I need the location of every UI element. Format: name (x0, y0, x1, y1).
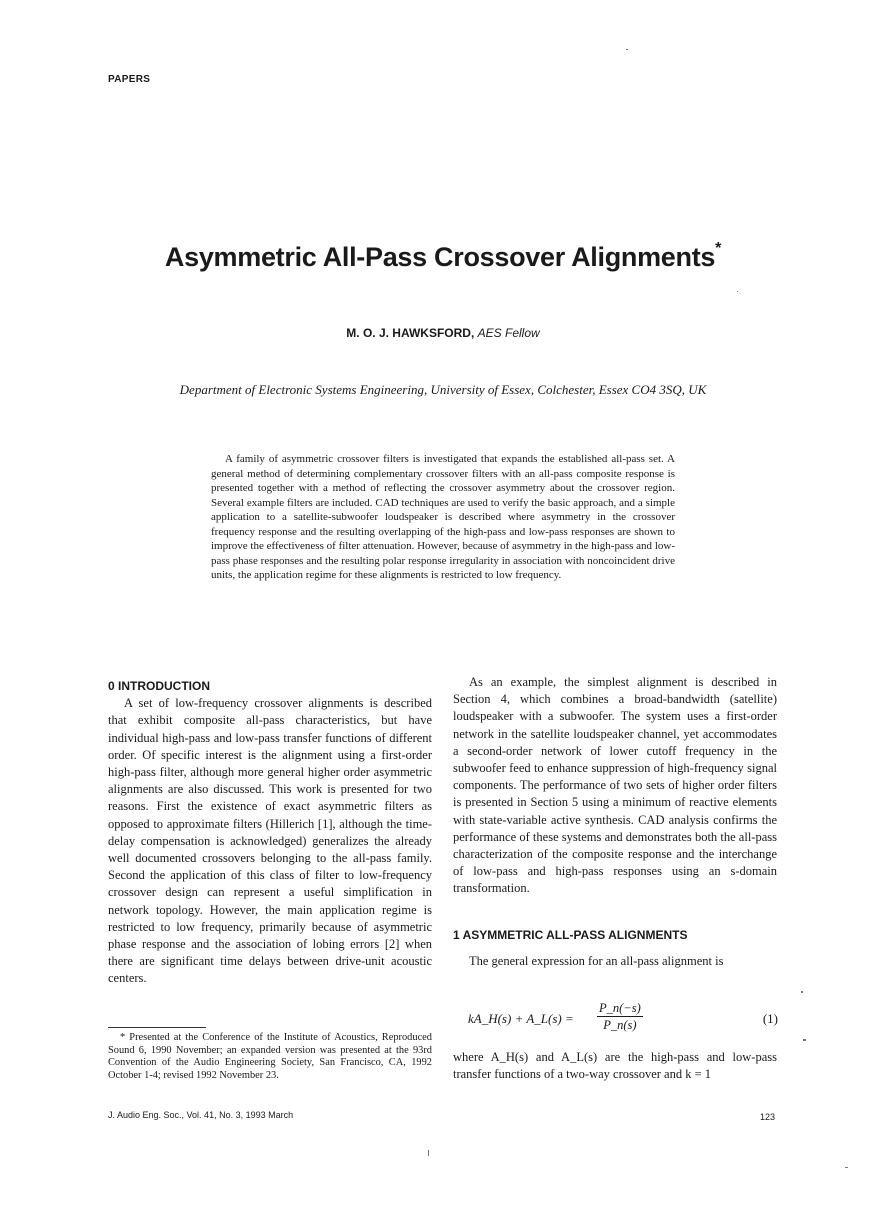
section-1-intro: The general expression for an all-pass alignment is (469, 954, 724, 968)
section-1-after-equation: where A_H(s) and A_L(s) are the high-pass and low-pass transfer functions of a two-way crossover and k = 1 (453, 1050, 777, 1082)
abstract: A family of asymmetric crossover filters is investigated that expands the established all-pass set. A general method of determining complementary crossover filters with an all-pass composite response is presented together with a method of reflecting the crossover asymmetry about the crossover region. Several example filters are included. CAD techniques are used to verify the basic approach, and a simple application to a satellite-subwoofer loudspeaker is described where asymmetry in the crossover frequency response and the resulting overlapping of the high-pass and low-pass responses are shown to improve the effectiveness of filter attenuation. However, because of asymmetry in the high-pass and low-pass phase responses and the resulting polar response irregularity in association with noncoincident drive units, the application regime for these alignments is restricted to low frequency. (211, 453, 675, 581)
scan-speck (737, 291, 738, 292)
footnote: * Presented at the Conference of the Institute of Acoustics, Reproduced Sound 6, 1990 November; an expanded version was presented at the 93rd Convention of the Audio Engineering Society, San Francisco, CA, 1992 October 1-4; revised 1992 November 23. (108, 1032, 432, 1081)
equation-lhs: kA_H(s) + A_L(s) = (468, 1011, 574, 1026)
scan-speck (845, 1167, 848, 1168)
equation-denominator: P_n(s) (603, 1018, 637, 1032)
equation-number: (1) (762, 1011, 778, 1026)
equation-1 (468, 1000, 778, 1038)
intro-heading: 0 INTRODUCTION (108, 679, 210, 693)
intro-paragraph-2: As an example, the simplest alignment is described in Section 4, which combines a broad-bandwidth (satellite) loudspeaker with a subwoofer. The system uses a first-order network in the satellite loudspeaker channel, yet accommodates a second-order network of lower cutoff frequency in the subwoofer feed to enhance suppression of high-frequency signal components. The performance of two sets of higher order filters is presented in Section 5 using a minimum of reactive elements with state-variable active synthesis. CAD analysis confirms the performance of these systems and demonstrates both the all-pass characterization of the composite response and the interchange of low-pass and high-pass responses using an s-domain transformation. (453, 675, 777, 896)
scan-speck (428, 1150, 429, 1156)
equation-numerator: P_n(−s) (599, 1001, 641, 1015)
scan-speck (803, 1039, 806, 1041)
intro-paragraph-1: A set of low-frequency crossover alignments is described that exhibit composite all-pass characteristics, but have individual high-pass and low-pass transfer functions of different order. Of specific interest is the alignment using a first-order high-pass filter, although more general higher order asymmetric alignments are also discussed. This work is presented for two reasons. First the existence of exact asymmetric filters as opposed to approximate filters (Hillerich [1], although the time-delay compensation is acknowledged) generalizes the already well documented crossovers belonging to the all-pass family. Second the application of this class of filter to low-frequency crossover design can represent a useful simplification in network topology. However, the main application regime is restricted to low frequency, primarily because of asymmetric phase response and the association of lobing errors [2] when there are significant time delays between drive-unit acoustic centers. (108, 696, 432, 986)
equation-fraction (597, 1000, 643, 1033)
section-1-heading: 1 ASYMMETRIC ALL-PASS ALIGNMENTS (453, 928, 688, 942)
author-line (0, 326, 886, 340)
left-column (108, 678, 432, 988)
affiliation: Department of Electronic Systems Engineering, University of Essex, Colchester, Essex CO4 3SQ, UK (179, 382, 707, 397)
footnote-rule (108, 1027, 206, 1028)
scan-speck (801, 991, 803, 993)
section-tag: PAPERS (108, 74, 151, 85)
right-column (453, 674, 777, 898)
article-title (0, 242, 886, 273)
page-number: 123 (760, 1112, 776, 1122)
title-footnote-mark: * (715, 240, 722, 257)
author-name: M. O. J. HAWKSFORD, (346, 326, 475, 340)
scan-speck (626, 49, 628, 50)
journal-citation: J. Audio Eng. Soc., Vol. 41, No. 3, 1993 March (108, 1110, 294, 1120)
author-role: AES Fellow (477, 326, 540, 340)
title-text: Asymmetric All-Pass Crossover Alignments (164, 242, 716, 272)
